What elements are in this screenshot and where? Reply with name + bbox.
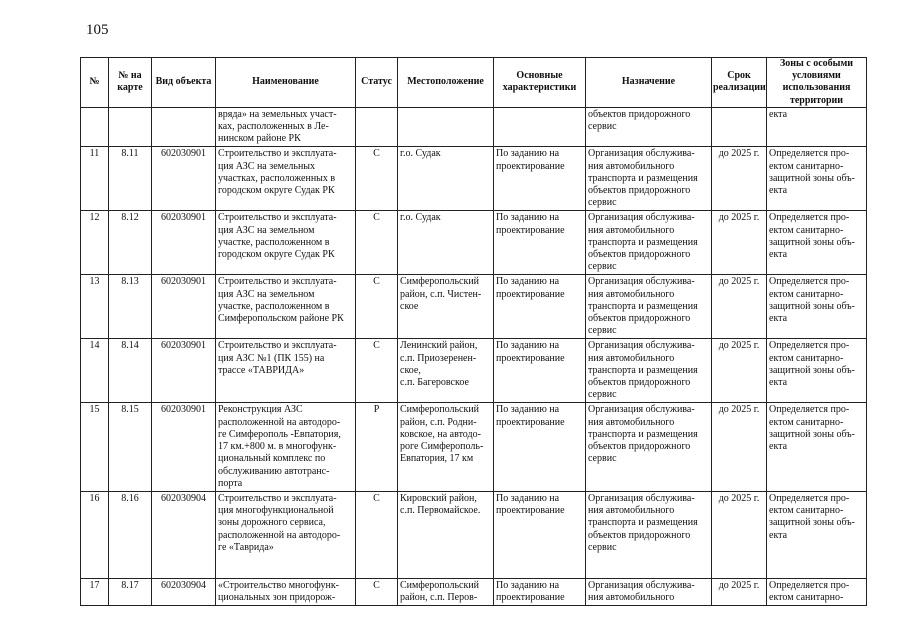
header-cell: № на карте bbox=[109, 58, 152, 108]
cell-location: Кировский район, с.п. Первомайское. bbox=[398, 491, 494, 578]
cell-name: Строительство и эксплуата- ция многофункциональной зоны дорожного сервиса, расположенной на автодоро- ге «Таврида» bbox=[216, 491, 356, 578]
cell-map: 8.13 bbox=[109, 275, 152, 339]
table-header bbox=[81, 58, 867, 108]
cell-zones: Определяется про- ектом санитарно- защитной зоны объ- екта bbox=[767, 339, 867, 403]
cell-name: «Строительство многофунк- циональных зон придорож- bbox=[216, 578, 356, 605]
cell-specs: По заданию на проектирование bbox=[494, 211, 586, 275]
cell-location: Ленинский район, с.п. Приозеренен- ское, с.п. Багеровское bbox=[398, 339, 494, 403]
cell-zones: Определяется про- ектом санитарно- защитной зоны объ- екта bbox=[767, 403, 867, 491]
cell-zones: Определяется про- ектом санитарно- защитной зоны объ- екта bbox=[767, 211, 867, 275]
cell-num: 11 bbox=[81, 147, 109, 211]
cell-name: Строительство и эксплуата- ция АЗС на земельном участке, расположенном в городском округе Судак РК bbox=[216, 211, 356, 275]
cell-status: С bbox=[356, 491, 398, 578]
cell-map: 8.17 bbox=[109, 578, 152, 605]
header-cell: Срок реализации bbox=[712, 58, 767, 108]
cell-location bbox=[398, 107, 494, 147]
table-row bbox=[81, 578, 867, 605]
header-cell: № bbox=[81, 58, 109, 108]
cell-num: 14 bbox=[81, 339, 109, 403]
cell-name: Строительство и эксплуата- ция АЗС №1 (ПК 155) на трассе «ТАВРИДА» bbox=[216, 339, 356, 403]
cell-map: 8.11 bbox=[109, 147, 152, 211]
cell-map bbox=[109, 107, 152, 147]
cell-term: до 2025 г. bbox=[712, 578, 767, 605]
header-cell: Местоположение bbox=[398, 58, 494, 108]
table-row bbox=[81, 403, 867, 491]
cell-location: Симферопольский район, с.п. Перов- bbox=[398, 578, 494, 605]
cell-term: до 2025 г. bbox=[712, 403, 767, 491]
cell-type: 602030901 bbox=[152, 147, 216, 211]
cell-purpose: Организация обслужива- ния автомобильного транспорта и размещения объектов придорожного сервис bbox=[586, 211, 712, 275]
header-cell: Статус bbox=[356, 58, 398, 108]
cell-zones: Определяется про- ектом санитарно- bbox=[767, 578, 867, 605]
cell-map: 8.14 bbox=[109, 339, 152, 403]
cell-type: 602030901 bbox=[152, 275, 216, 339]
header-cell: Зоны с особыми условиями использования территории bbox=[767, 58, 867, 108]
cell-location: Симферопольский район, с.п. Чистен- ское bbox=[398, 275, 494, 339]
cell-purpose: Организация обслужива- ния автомобильного bbox=[586, 578, 712, 605]
cell-status: С bbox=[356, 211, 398, 275]
cell-num: 12 bbox=[81, 211, 109, 275]
cell-location: г.о. Судак bbox=[398, 147, 494, 211]
header-cell: Наименование bbox=[216, 58, 356, 108]
cell-zones: екта bbox=[767, 107, 867, 147]
cell-num: 13 bbox=[81, 275, 109, 339]
cell-purpose: Организация обслужива- ния автомобильного транспорта и размещения объектов придорожного сервис bbox=[586, 491, 712, 578]
cell-num: 15 bbox=[81, 403, 109, 491]
cell-specs bbox=[494, 107, 586, 147]
cell-name: Строительство и эксплуата- ция АЗС на земельных участках, расположенных в городском округе Судак РК bbox=[216, 147, 356, 211]
cell-num bbox=[81, 107, 109, 147]
cell-term: до 2025 г. bbox=[712, 147, 767, 211]
header-cell: Назначение bbox=[586, 58, 712, 108]
cell-term: до 2025 г. bbox=[712, 491, 767, 578]
cell-name: Реконструкция АЗС расположенной на автодоро- ге Симферополь -Евпатория, 17 км.+800 м. в многофунк- циональный комплекс по обслуживанию автотранс- порта bbox=[216, 403, 356, 491]
cell-map: 8.16 bbox=[109, 491, 152, 578]
cell-status: С bbox=[356, 578, 398, 605]
cell-status bbox=[356, 107, 398, 147]
table-row bbox=[81, 275, 867, 339]
cell-term: до 2025 г. bbox=[712, 339, 767, 403]
table-row bbox=[81, 491, 867, 578]
cell-map: 8.12 bbox=[109, 211, 152, 275]
cell-specs: По заданию на проектирование bbox=[494, 339, 586, 403]
cell-purpose: Организация обслужива- ния автомобильного транспорта и размещения объектов придорожного сервис bbox=[586, 147, 712, 211]
cell-purpose: Организация обслужива- ния автомобильного транспорта и размещения объектов придорожного сервис bbox=[586, 275, 712, 339]
cell-type: 602030904 bbox=[152, 491, 216, 578]
cell-name: Строительство и эксплуата- ция АЗС на земельном участке, расположенном в Симферопольском районе РК bbox=[216, 275, 356, 339]
cell-status: С bbox=[356, 339, 398, 403]
cell-map: 8.15 bbox=[109, 403, 152, 491]
cell-type: 602030901 bbox=[152, 403, 216, 491]
table-row bbox=[81, 211, 867, 275]
cell-type: 602030901 bbox=[152, 339, 216, 403]
cell-term bbox=[712, 107, 767, 147]
cell-specs: По заданию на проектирование bbox=[494, 147, 586, 211]
cell-name: вряда» на земельных участ- ках, расположенных в Ле- нинском районе РК bbox=[216, 107, 356, 147]
header-cell: Вид объекта bbox=[152, 58, 216, 108]
header-cell: Основные характеристики bbox=[494, 58, 586, 108]
cell-status: Р bbox=[356, 403, 398, 491]
cell-purpose: Организация обслужива- ния автомобильного транспорта и размещения объектов придорожного сервис bbox=[586, 403, 712, 491]
cell-type bbox=[152, 107, 216, 147]
objects-table bbox=[80, 57, 867, 606]
cell-specs: По заданию на проектирование bbox=[494, 578, 586, 605]
table-row bbox=[81, 339, 867, 403]
cell-specs: По заданию на проектирование bbox=[494, 491, 586, 578]
page-number: 105 bbox=[86, 22, 109, 38]
cell-specs: По заданию на проектирование bbox=[494, 403, 586, 491]
cell-location: г.о. Судак bbox=[398, 211, 494, 275]
cell-term: до 2025 г. bbox=[712, 211, 767, 275]
table-row bbox=[81, 107, 867, 147]
cell-purpose: Организация обслужива- ния автомобильного транспорта и размещения объектов придорожного сервис bbox=[586, 339, 712, 403]
cell-location: Симферопольский район, с.п. Родни- ковское, на автодо- роге Симферополь- Евпатория, 17 км bbox=[398, 403, 494, 491]
cell-specs: По заданию на проектирование bbox=[494, 275, 586, 339]
cell-status: С bbox=[356, 275, 398, 339]
cell-term: до 2025 г. bbox=[712, 275, 767, 339]
cell-num: 16 bbox=[81, 491, 109, 578]
cell-zones: Определяется про- ектом санитарно- защитной зоны объ- екта bbox=[767, 491, 867, 578]
table-row bbox=[81, 147, 867, 211]
cell-zones: Определяется про- ектом санитарно- защитной зоны объ- екта bbox=[767, 275, 867, 339]
cell-status: С bbox=[356, 147, 398, 211]
cell-num: 17 bbox=[81, 578, 109, 605]
cell-purpose: объектов придорожного сервис bbox=[586, 107, 712, 147]
cell-type: 602030904 bbox=[152, 578, 216, 605]
cell-zones: Определяется про- ектом санитарно- защитной зоны объ- екта bbox=[767, 147, 867, 211]
cell-type: 602030901 bbox=[152, 211, 216, 275]
